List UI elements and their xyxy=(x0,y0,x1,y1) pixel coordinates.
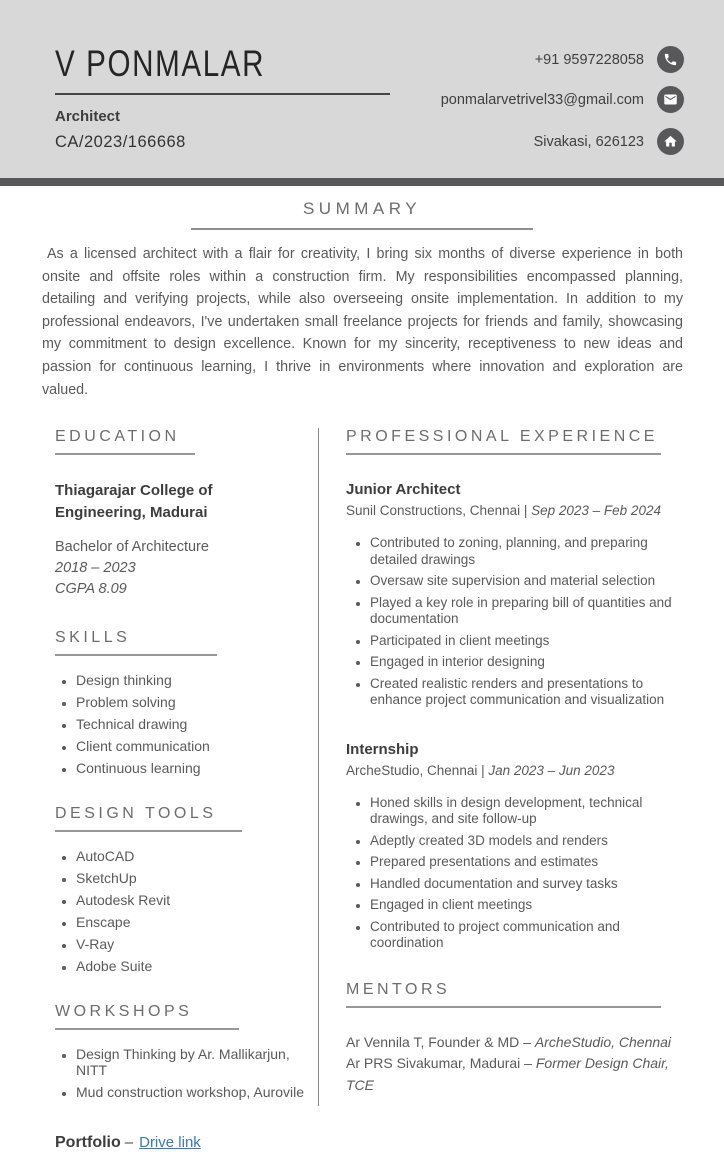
portfolio-row xyxy=(55,1134,724,1152)
summary-paragraph: As a licensed architect with a flair for creativity, I bring six months of diverse experience in both onsite and offsite roles within a construction firm. My responsibilities encompassed planning, detailing and verifying projects, while also overseeing onsite implementation. In addition to my professional endeavors, I've undertaken small freelance projects for friends and family, showcasing my commitment to design excellence. Known for my sincerity, receptiveness to new ideas and passion for continuous learning, I thrive in environments where innovation and exploration are valued. xyxy=(42,246,683,398)
mentor-role: ArcheStudio, Chennai xyxy=(534,1033,672,1050)
design-tools-list xyxy=(55,848,305,974)
left-column xyxy=(55,428,305,1106)
job-entry-junior-architect xyxy=(346,481,690,709)
workshops-section xyxy=(55,1003,305,1100)
job-title-text: Internship xyxy=(346,740,419,758)
license-number: CA/2023/166668 xyxy=(55,133,186,151)
job-dates: Jan 2023 – Jun 2023 xyxy=(488,762,615,778)
job-bullet: • Engaged in client meetings xyxy=(370,897,690,914)
mentor-role: Former Design Chair, TCE xyxy=(346,1055,669,1093)
job-org: Sunil Constructions, Chennai | xyxy=(346,503,532,519)
experience-section xyxy=(346,428,690,952)
home-icon xyxy=(657,128,684,155)
job-bullet: • Oversaw site supervision and material selection xyxy=(370,573,690,590)
job-bullet: • Prepared presentations and estimates xyxy=(370,854,690,871)
design-tools-heading: DESIGN TOOLS xyxy=(55,805,217,823)
design-tool-item: • Autodesk Revit xyxy=(76,892,305,908)
education-heading: EDUCATION xyxy=(55,428,180,446)
name-underline xyxy=(55,93,390,95)
workshop-item: • Design Thinking by Ar. Mallikarjun, NITT xyxy=(76,1046,305,1078)
skills-heading: SKILLS xyxy=(55,629,131,647)
job-title-text: Junior Architect xyxy=(346,481,461,499)
job-bullet: • Adeptly created 3D models and renders xyxy=(370,833,690,850)
job-bullet: • Played a key role in preparing bill of quantities and documentation xyxy=(370,595,690,628)
location-text: Sivakasi, 626123 xyxy=(533,133,644,150)
skill-item: • Continuous learning xyxy=(76,760,305,776)
skill-item: • Client communication xyxy=(76,738,305,754)
skills-heading-rule xyxy=(55,654,217,656)
job-bullet: • Honed skills in design development, technical drawings, and site follow-up xyxy=(370,795,690,828)
job-dates: Sep 2023 – Feb 2024 xyxy=(531,503,661,519)
design-tools-section xyxy=(55,805,305,974)
mentors-heading-rule xyxy=(346,1006,661,1008)
phone-icon xyxy=(657,46,684,73)
design-tool-item: • AutoCAD xyxy=(76,848,305,864)
summary-heading-rule xyxy=(191,228,533,230)
right-column xyxy=(319,428,690,1106)
job-bullet-list xyxy=(346,795,690,952)
workshop-item: • Mud construction workshop, Aurovile xyxy=(76,1084,305,1100)
summary-section xyxy=(0,186,724,401)
header-divider-strip xyxy=(0,178,724,186)
mentors-section xyxy=(346,981,690,1097)
design-tools-heading-rule xyxy=(55,830,242,832)
person-name: V PONMALAR xyxy=(55,43,266,84)
mentors-list xyxy=(346,1032,690,1097)
drive-link[interactable]: Drive link xyxy=(139,1134,201,1152)
contact-phone xyxy=(441,46,684,73)
education-heading-rule xyxy=(55,453,195,455)
contact-location xyxy=(441,128,684,155)
design-tool-item: • SketchUp xyxy=(76,870,305,886)
skill-item: • Problem solving xyxy=(76,694,305,710)
phone-number: +91 9597228058 xyxy=(534,51,644,68)
summary-heading: SUMMARY xyxy=(302,199,422,218)
job-bullet: • Contributed to project communication and coordination xyxy=(370,919,690,952)
job-bullet: • Participated in client meetings xyxy=(370,633,690,650)
job-org: ArcheStudio, Chennai | xyxy=(346,762,489,778)
education-cgpa: CGPA 8.09 xyxy=(55,581,127,598)
experience-heading: PROFESSIONAL EXPERIENCE xyxy=(346,428,658,446)
portfolio-label: Portfolio xyxy=(55,1134,121,1152)
education-degree: Bachelor of Architecture xyxy=(55,539,209,556)
email-icon xyxy=(657,86,684,113)
header-contacts xyxy=(441,0,684,178)
workshops-list xyxy=(55,1046,305,1100)
skill-item: • Design thinking xyxy=(76,672,305,688)
job-bullet: • Created realistic renders and presentations to enhance project communication and visualization xyxy=(370,676,690,709)
job-meta xyxy=(346,763,690,778)
skill-item: • Technical drawing xyxy=(76,716,305,732)
mentor-name: Ar PRS Sivakumar, Madurai – xyxy=(346,1055,536,1072)
education-school: Thiagarajar College of Engineering, Madurai xyxy=(55,482,213,522)
education-section xyxy=(55,428,305,600)
job-bullet: • Handled documentation and survey tasks xyxy=(370,876,690,893)
header xyxy=(0,0,724,178)
mentor-name: Ar Vennila T, Founder & MD – xyxy=(346,1033,535,1050)
education-years: 2018 – 2023 xyxy=(55,560,136,577)
skills-list xyxy=(55,672,305,776)
job-entry-internship xyxy=(346,741,690,952)
design-tool-item: • Enscape xyxy=(76,914,305,930)
design-tool-item: • Adobe Suite xyxy=(76,958,305,974)
body-columns xyxy=(0,428,724,1106)
job-title: Architect xyxy=(55,108,121,125)
experience-heading-rule xyxy=(346,453,661,455)
skills-section xyxy=(55,629,305,776)
header-identity xyxy=(55,0,390,178)
design-tool-item: • V-Ray xyxy=(76,936,305,952)
job-bullet-list xyxy=(346,535,690,709)
contact-email xyxy=(441,86,684,113)
portfolio-separator: – xyxy=(124,1134,134,1152)
job-meta xyxy=(346,503,690,518)
email-address: ponmalarvetrivel33@gmail.com xyxy=(440,91,644,108)
workshops-heading-rule xyxy=(55,1028,239,1030)
mentors-heading: MENTORS xyxy=(346,980,451,998)
job-bullet: • Engaged in interior designing xyxy=(370,654,690,671)
workshops-heading: WORKSHOPS xyxy=(55,1003,193,1021)
mentor-item xyxy=(346,1053,690,1096)
job-bullet: • Contributed to zoning, planning, and preparing detailed drawings xyxy=(370,535,690,568)
mentor-item xyxy=(346,1032,690,1054)
